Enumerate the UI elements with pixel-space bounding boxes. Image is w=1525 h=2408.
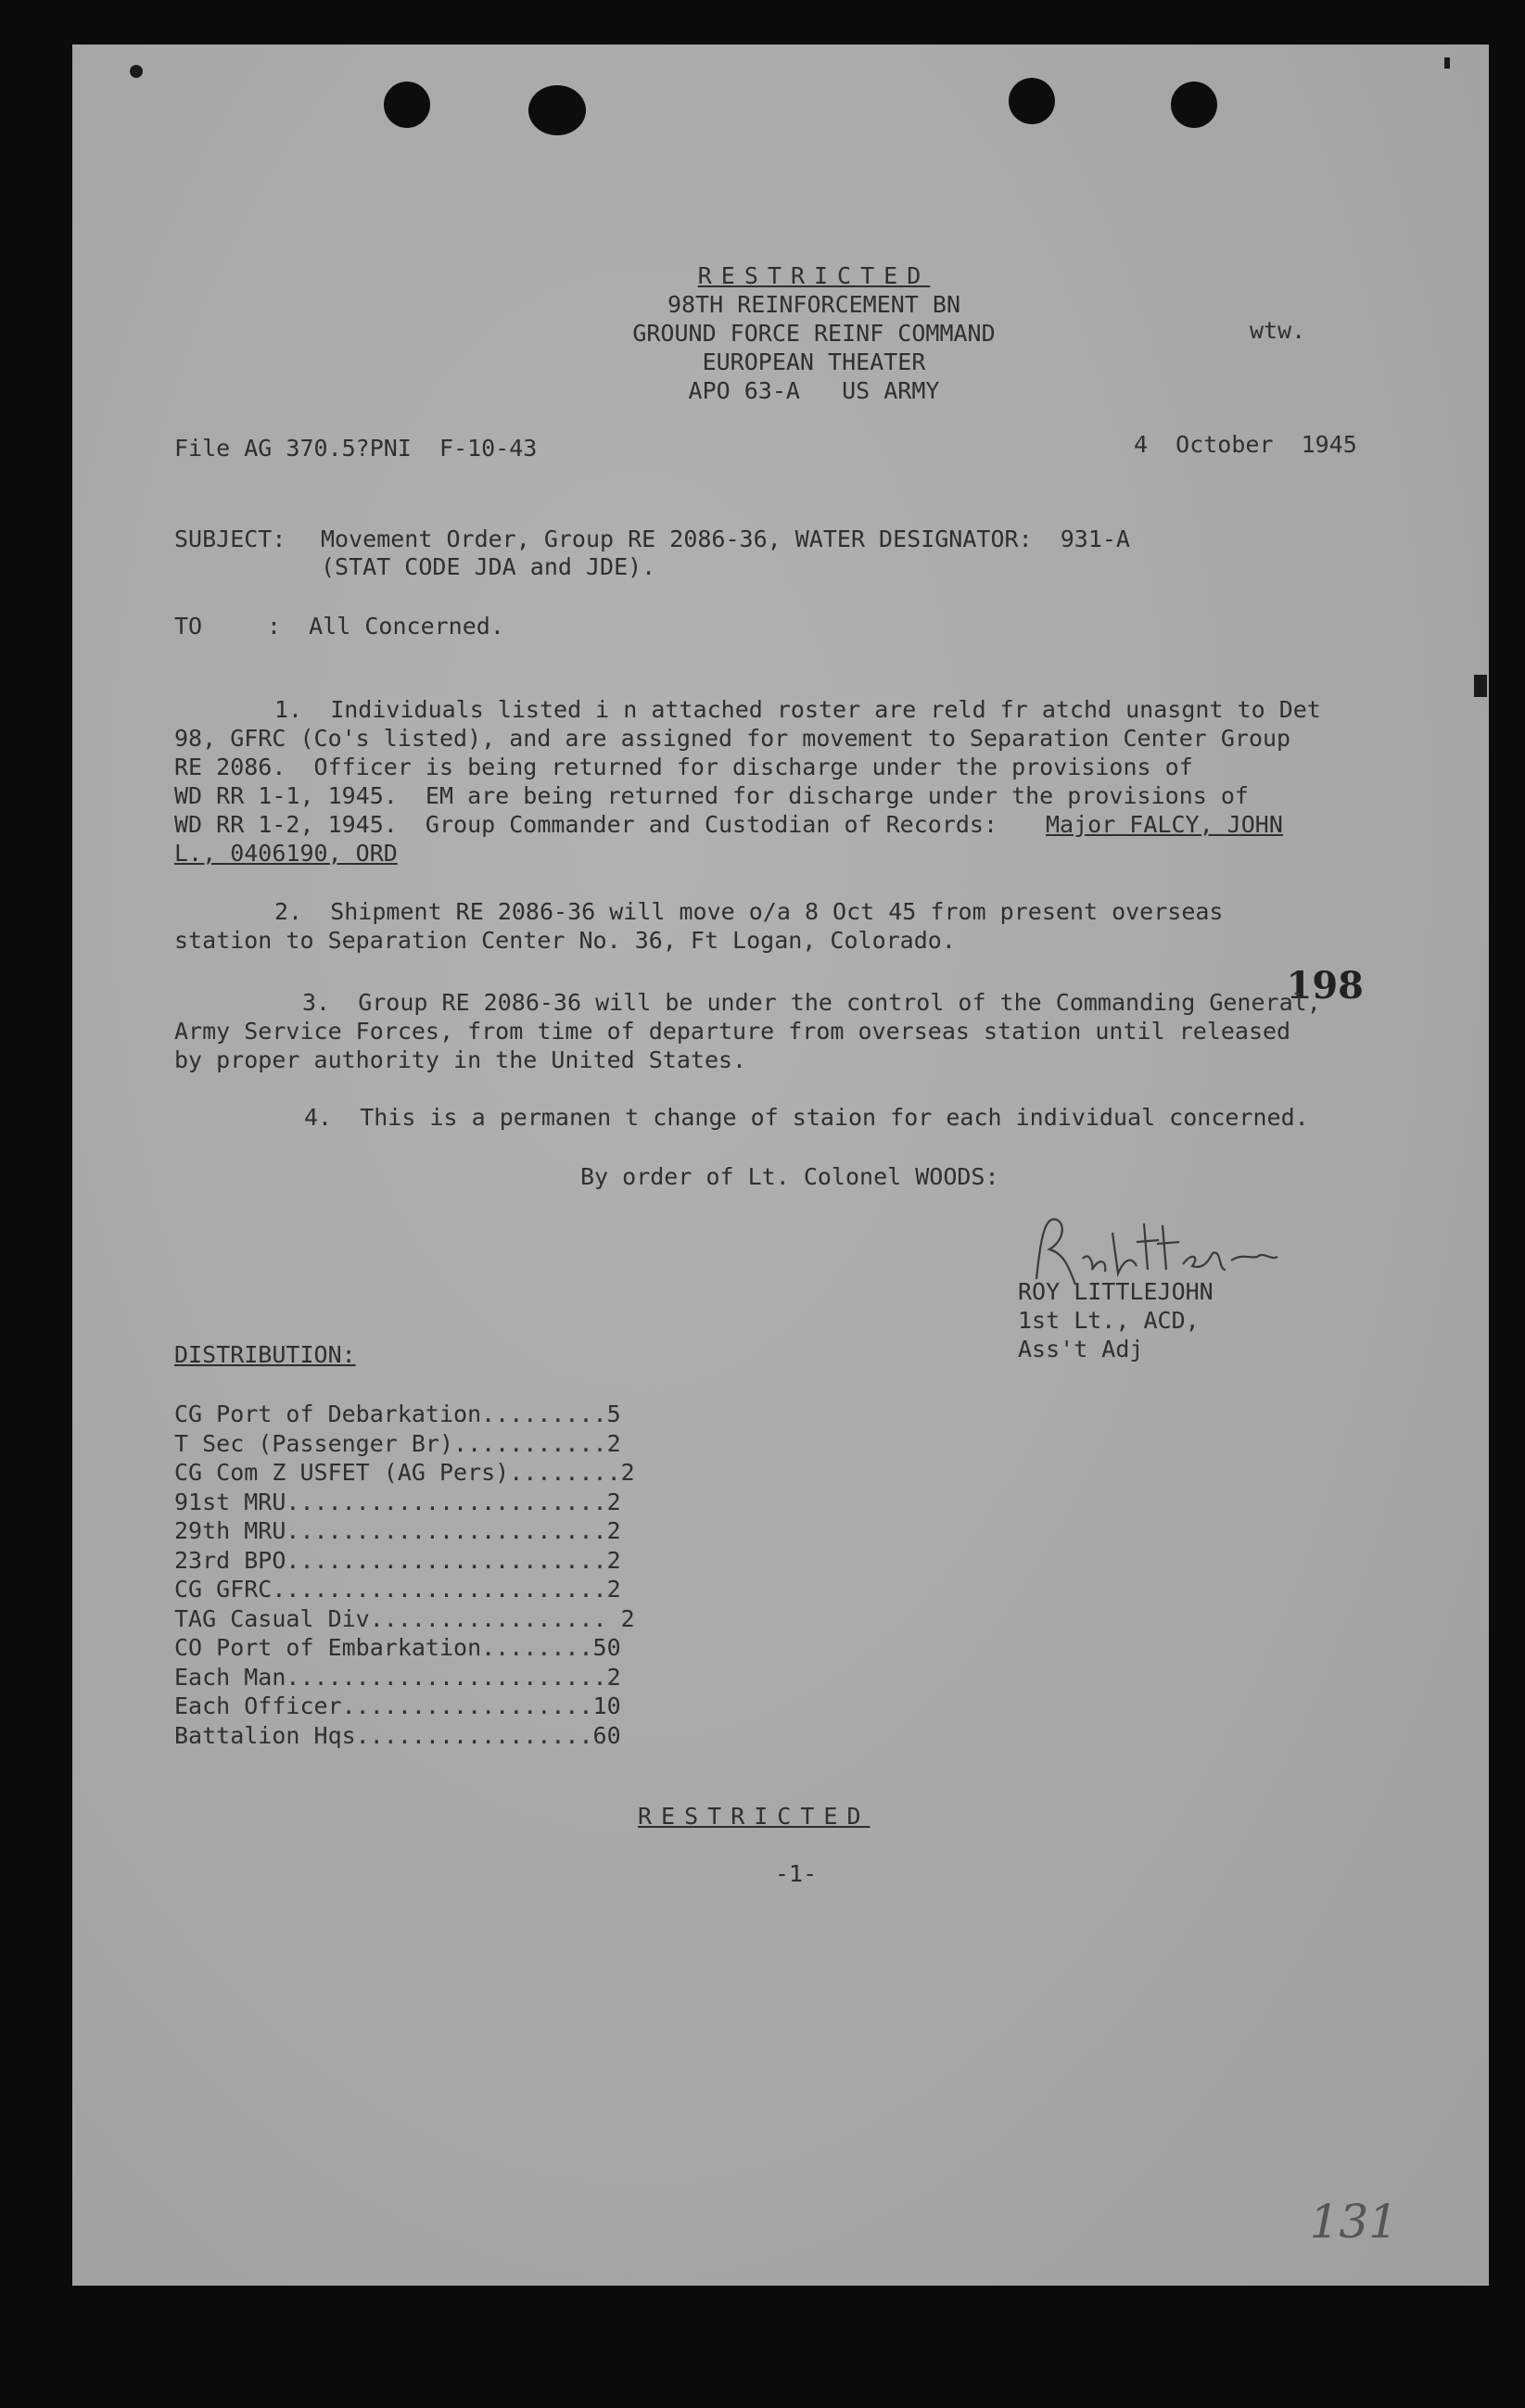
distribution-row: CG Port of Debarkation.........5 [174, 1400, 621, 1427]
distribution-row: 91st MRU.......................2 [174, 1488, 621, 1515]
distribution-row: Each Officer..................10 [174, 1692, 621, 1719]
paragraph-4-line: 4. This is a permanen t change of staion for each individual concerned. [304, 1104, 1309, 1131]
paragraph-3-line: 3. Group RE 2086-36 will be under the control of the Commanding General, [302, 989, 1321, 1016]
paragraph-1-line: WD RR 1-2, 1945. Group Commander and Custodian of Records: [174, 811, 998, 838]
signer-name: ROY LITTLEJOHN [1018, 1278, 1214, 1305]
paragraph-2-line: station to Separation Center No. 36, Ft Logan, Colorado. [174, 927, 956, 954]
theater-line: EUROPEAN THEATER [702, 349, 926, 375]
subject-line-1: Movement Order, Group RE 2086-36, WATER DESIGNATOR: 931-A [321, 526, 1130, 552]
to-text: : All Concerned. [267, 613, 504, 640]
by-order-line: By order of Lt. Colonel WOODS: [580, 1163, 999, 1190]
page-stamp-number: 198 [1286, 964, 1364, 1008]
classification-top: RESTRICTED [697, 262, 931, 289]
ink-speck [1444, 57, 1450, 69]
document-page [72, 44, 1489, 2286]
punch-hole [384, 82, 430, 128]
paragraph-1-line: RE 2086. Officer is being returned for discharge under the provisions of [174, 754, 1193, 780]
punch-hole [1009, 78, 1055, 124]
signer-rank: 1st Lt., ACD, [1018, 1307, 1200, 1334]
distribution-row: T Sec (Passenger Br)...........2 [174, 1429, 621, 1457]
distribution-row: CG Com Z USFET (AG Pers)........2 [174, 1459, 635, 1486]
document-date: 4 October 1945 [1134, 431, 1357, 458]
to-label: TO [174, 613, 203, 640]
unit-line: 98TH REINFORCEMENT BN [667, 291, 961, 318]
punch-hole [1171, 82, 1217, 128]
paragraph-2-line: 2. Shipment RE 2086-36 will move o/a 8 Oct 45 from present overseas [274, 898, 1224, 925]
paragraph-3-line: Army Service Forces, from time of departure from overseas station until released [174, 1018, 1291, 1045]
distribution-row: 29th MRU.......................2 [174, 1517, 621, 1544]
distribution-row: Battalion Hqs.................60 [174, 1721, 621, 1749]
classification-bottom: RESTRICTED [638, 1803, 871, 1830]
paragraph-1-line: WD RR 1-1, 1945. EM are being returned for discharge under the provisions of [174, 782, 1249, 809]
typist-initials: wtw. [1250, 317, 1306, 344]
distribution-row: Each Man.......................2 [174, 1663, 621, 1691]
ink-speck [1474, 675, 1487, 697]
page-number: -1- [775, 1860, 818, 1887]
distribution-heading: DISTRIBUTION: [174, 1341, 356, 1368]
handwritten-page-number: 131 [1309, 2195, 1398, 2249]
distribution-row: 23rd BPO.......................2 [174, 1546, 621, 1574]
apo-line: APO 63-A US ARMY [688, 377, 940, 404]
subject-line-2: (STAT CODE JDA and JDE). [321, 553, 656, 580]
distribution-row: CO Port of Embarkation........50 [174, 1634, 621, 1661]
group-commander: Major FALCY, JOHN [1046, 811, 1283, 838]
subject-label: SUBJECT: [174, 526, 286, 552]
ink-speck [130, 65, 143, 78]
signer-title: Ass't Adj [1018, 1336, 1144, 1362]
file-reference: File AG 370.5?PNI F-10-43 [174, 435, 538, 462]
command-line: GROUND FORCE REINF COMMAND [632, 320, 996, 347]
punch-hole [528, 85, 586, 135]
distribution-list [174, 1400, 635, 1750]
group-commander-serial: L., 0406190, ORD [174, 840, 398, 867]
paragraph-3-line: by proper authority in the United States. [174, 1046, 747, 1073]
paragraph-1-line: 98, GFRC (Co's listed), and are assigned for movement to Separation Center Group [174, 725, 1291, 752]
distribution-row: CG GFRC........................2 [174, 1576, 621, 1603]
letterhead [536, 261, 1148, 405]
paragraph-1-line: 1. Individuals listed i n attached roster are reld fr atchd unasgnt to Det [274, 696, 1321, 723]
distribution-row: TAG Casual Div................. 2 [174, 1604, 635, 1632]
